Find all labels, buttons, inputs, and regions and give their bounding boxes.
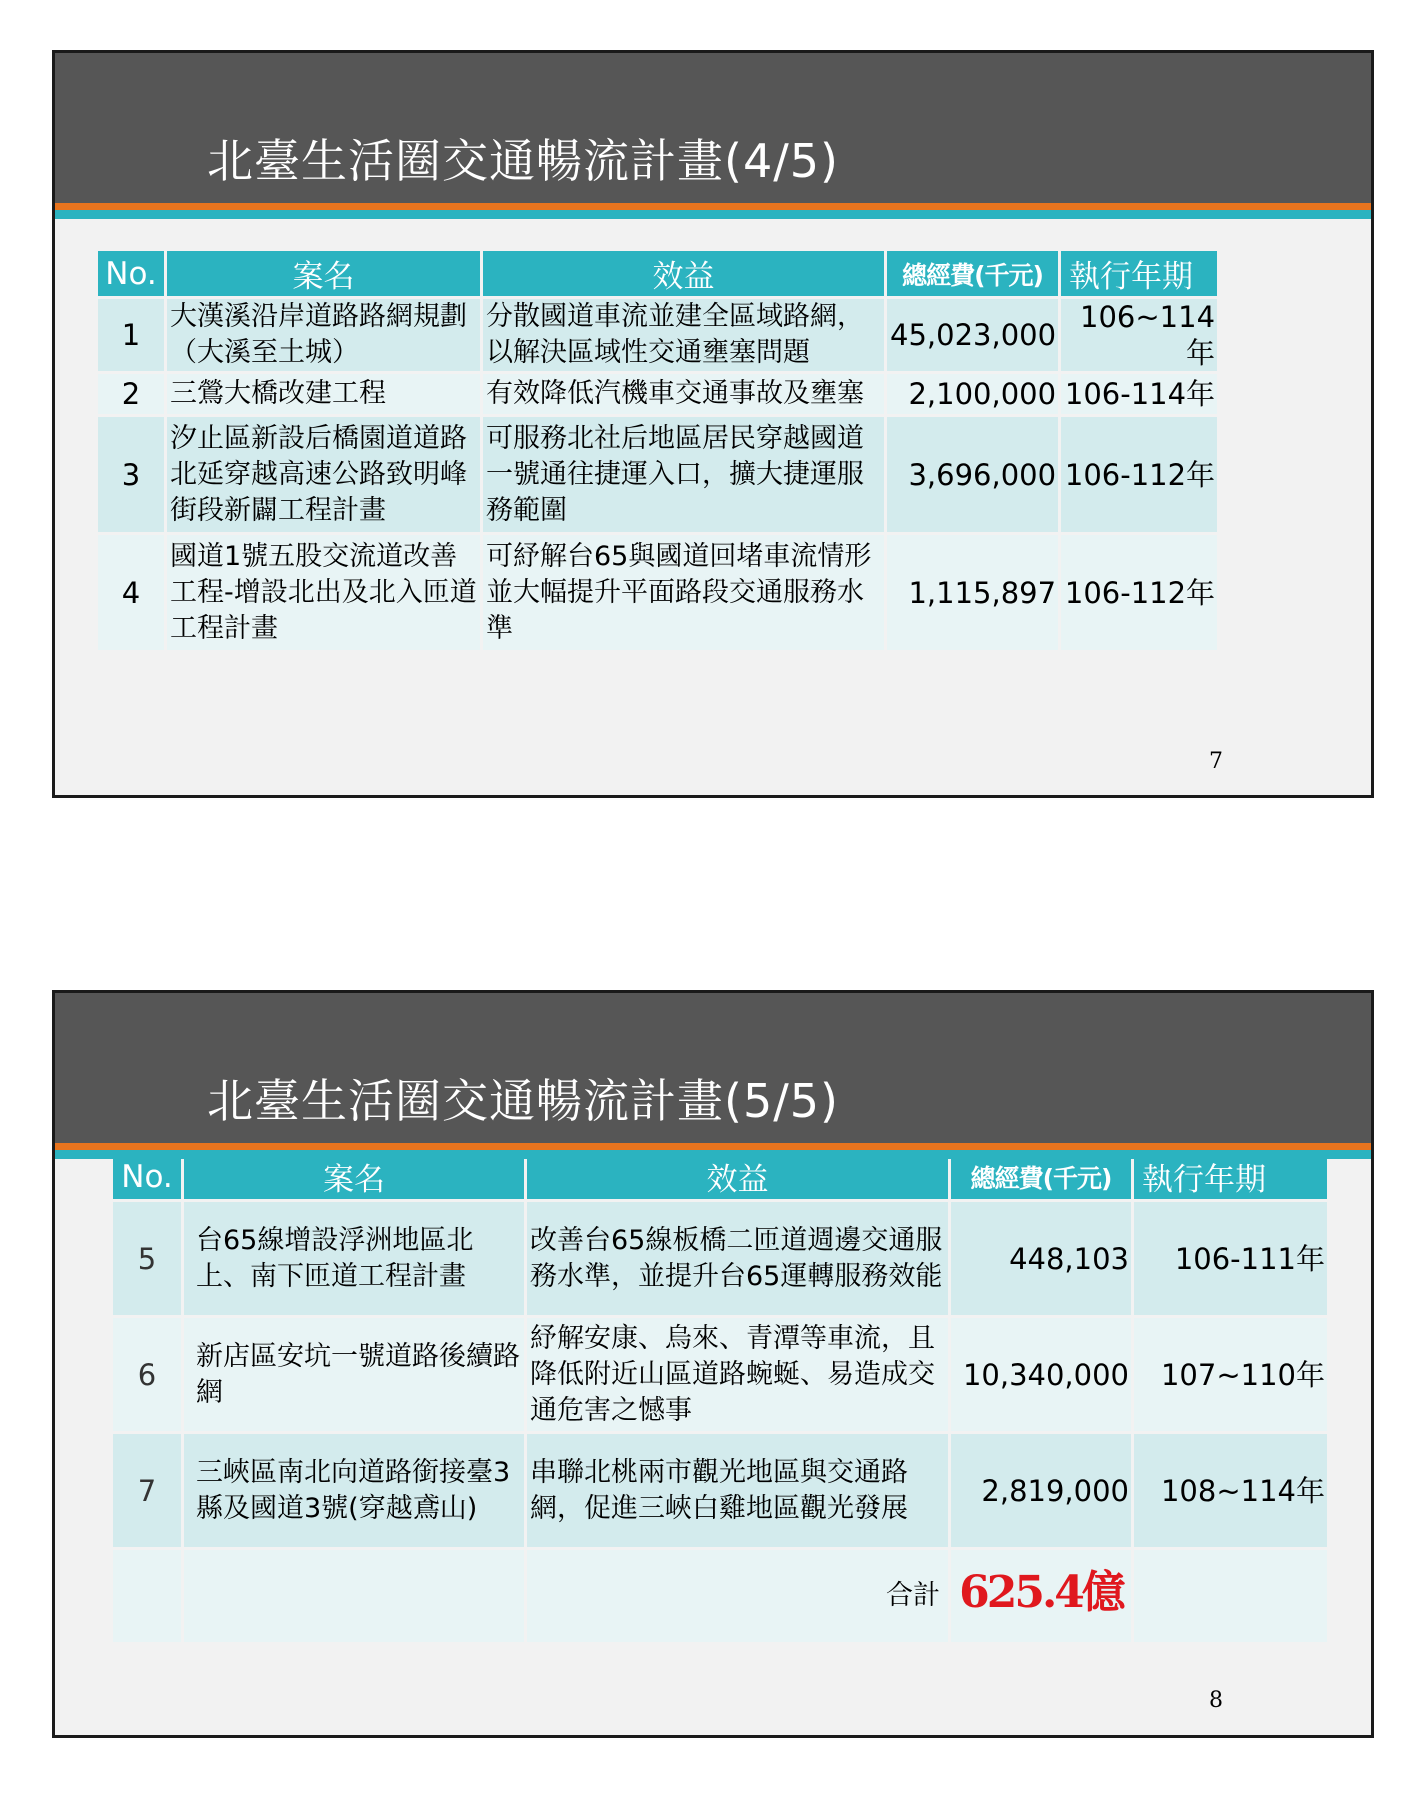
table-row <box>98 535 1217 650</box>
total-label: 合計 <box>527 1550 948 1642</box>
table-row <box>113 1434 1327 1547</box>
row-name: 汐止區新設后橋園道道路北延穿越高速公路致明峰街段新闢工程計畫 <box>167 417 480 532</box>
table-header-row <box>113 1154 1327 1199</box>
row-no: 2 <box>98 374 164 414</box>
page-number: 8 <box>1209 1688 1223 1713</box>
table-row <box>113 1318 1327 1431</box>
row-no: 1 <box>98 299 164 371</box>
row-period: 107~110年 <box>1134 1318 1327 1431</box>
row-no: 3 <box>98 417 164 532</box>
row-cost: 45,023,000 <box>887 299 1058 371</box>
table-row <box>98 299 1217 371</box>
row-name: 三鶯大橋改建工程 <box>167 374 480 414</box>
header-name: 案名 <box>167 251 480 296</box>
header-period: 執行年期 <box>1134 1154 1327 1199</box>
table-row <box>98 417 1217 532</box>
row-benefit: 可服務北社后地區居民穿越國道一號通往捷運入口，擴大捷運服務範圍 <box>483 417 884 532</box>
header-cost: 總經費(千元) <box>887 251 1058 296</box>
row-period: 106-111年 <box>1134 1202 1327 1315</box>
total-value-cell <box>951 1550 1131 1642</box>
header-no: No. <box>113 1154 181 1199</box>
row-benefit: 串聯北桃兩市觀光地區與交通路網，促進三峽白雞地區觀光發展 <box>527 1434 948 1547</box>
row-cost: 10,340,000 <box>951 1318 1131 1431</box>
row-cost: 448,103 <box>951 1202 1131 1315</box>
row-cost: 3,696,000 <box>887 417 1058 532</box>
slide-7 <box>52 50 1374 798</box>
row-name: 大漢溪沿岸道路路網規劃（大溪至土城） <box>167 299 480 371</box>
projects-table <box>110 1151 1330 1645</box>
slide-header <box>55 53 1371 203</box>
row-name: 台65線增設浮洲地區北上、南下匝道工程計畫 <box>184 1202 524 1315</box>
row-benefit: 分散國道車流並建全區域路網，以解決區域性交通壅塞問題 <box>483 299 884 371</box>
slide-title: 北臺生活圈交通暢流計畫(5/5) <box>207 1074 839 1128</box>
row-period: 106-112年 <box>1061 535 1217 650</box>
row-benefit: 可紓解台65與國道回堵車流情形並大幅提升平面路段交通服務水準 <box>483 535 884 650</box>
table-header-row <box>98 251 1217 296</box>
header-name: 案名 <box>184 1154 524 1199</box>
header-no: No. <box>98 251 164 296</box>
row-benefit: 改善台65線板橋二匝道週邊交通服務水準，並提升台65運轉服務效能 <box>527 1202 948 1315</box>
slide-title: 北臺生活圈交通暢流計畫(4/5) <box>207 134 839 188</box>
total-row <box>113 1550 1327 1642</box>
row-cost: 2,100,000 <box>887 374 1058 414</box>
row-period: 108~114年 <box>1134 1434 1327 1547</box>
accent-stripe-orange <box>55 203 1371 210</box>
row-name: 新店區安坑一號道路後續路網 <box>184 1318 524 1431</box>
row-no: 7 <box>113 1434 181 1547</box>
projects-table <box>95 248 1220 653</box>
row-cost: 2,819,000 <box>951 1434 1131 1547</box>
row-no: 5 <box>113 1202 181 1315</box>
total-empty-cell <box>184 1550 524 1642</box>
accent-stripe-teal <box>55 210 1371 219</box>
total-empty-cell <box>1134 1550 1327 1642</box>
slide-8 <box>52 990 1374 1738</box>
row-name: 國道1號五股交流道改善工程-增設北出及北入匝道工程計畫 <box>167 535 480 650</box>
header-cost: 總經費(千元) <box>951 1154 1131 1199</box>
row-no: 4 <box>98 535 164 650</box>
row-no: 6 <box>113 1318 181 1431</box>
row-name: 三峽區南北向道路銜接臺3縣及國道3號(穿越鳶山) <box>184 1434 524 1547</box>
header-period: 執行年期 <box>1061 251 1217 296</box>
total-value: 625.4億 <box>959 1567 1123 1618</box>
slide-header <box>55 993 1371 1143</box>
table-row <box>113 1202 1327 1315</box>
table-row <box>98 374 1217 414</box>
row-benefit: 有效降低汽機車交通事故及壅塞 <box>483 374 884 414</box>
row-period: 106-114年 <box>1061 374 1217 414</box>
accent-stripe-orange <box>55 1143 1371 1150</box>
row-period: 106-112年 <box>1061 417 1217 532</box>
total-empty-cell <box>113 1550 181 1642</box>
header-benefit: 效益 <box>527 1154 948 1199</box>
row-cost: 1,115,897 <box>887 535 1058 650</box>
row-period: 106~114年 <box>1061 299 1217 371</box>
page-number: 7 <box>1209 749 1223 774</box>
header-benefit: 效益 <box>483 251 884 296</box>
row-benefit: 紓解安康、烏來、青潭等車流，且降低附近山區道路蜿蜒、易造成交通危害之憾事 <box>527 1318 948 1431</box>
